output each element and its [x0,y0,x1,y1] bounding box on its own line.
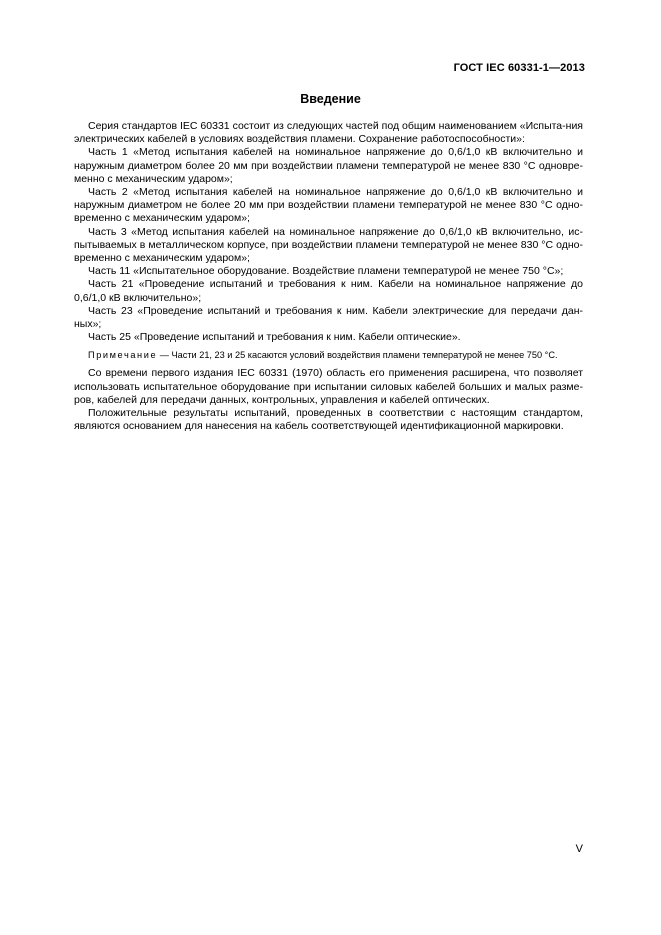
part-21-paragraph: Часть 21 «Проведение испытаний и требования к ним. Кабели на номинальное напряжение до 0,6/1,0 кВ включительно»; [74,278,583,304]
section-title: Введение [300,92,361,106]
part-25-paragraph: Часть 25 «Проведение испытаний и требования к ним. Кабели оптические». [88,331,461,344]
scope-paragraph: Со времени первого издания IEC 60331 (1970) область его применения расширена, что позволяет использовать испытательное оборудование при испытании силовых кабелей больших и малых разме-ров, кабелей для передачи данных, контрольных, управления и кабелей оптических. [74,367,583,406]
note-label: Примечание [88,350,158,361]
note-text: — Части 21, 23 и 25 касаются условий воздействия пламени температурой не менее 750 °С. [159,350,558,361]
body-text [74,120,583,433]
part-3-paragraph: Часть 3 «Метод испытания кабелей на номинальное напряжение до 0,6/1,0 кВ включительно, ис-пытываемых в металлическом корпусе, при воздействии пламени температурой не менее 830 °С одно-временно с механическим ударом»; [74,225,583,265]
page-number: V [575,843,583,855]
part-23-paragraph: Часть 23 «Проведение испытаний и требования к ним. Кабели электрические для передачи дан-ных»; [74,304,583,331]
part-2-paragraph: Часть 2 «Метод испытания кабелей на номинальное напряжение до 0,6/1,0 кВ включительно и наружным диаметром не более 20 мм при воздействии пламени температурой не менее 830 °С одно-временно с механическим ударом»; [74,186,583,225]
part-1-paragraph: Часть 1 «Метод испытания кабелей на номинальное напряжение до 0,6/1,0 кВ включительно и наружным диаметром более 20 мм при воздействии пламени температурой не менее 830 °С одновре-менно с механическим ударом»; [74,146,583,185]
intro-paragraph: Серия стандартов IEC 60331 состоит из следующих частей под общим наименованием «Испыта-ния электрических кабелей в условиях воздействия пламени. Сохранение работоспособности»: [74,120,583,146]
results-paragraph: Положительные результаты испытаний, проведенных в соответствии с настоящим стандартом, являются основанием для нанесения на кабель соответствующей идентификационной маркировки. [74,407,583,433]
part-11-paragraph: Часть 11 «Испытательное оборудование. Воздействие пламени температурой не менее 750 °С»; [88,265,564,278]
document-code: ГОСТ IEC 60331-1—2013 [453,62,585,74]
note-paragraph [74,349,583,361]
